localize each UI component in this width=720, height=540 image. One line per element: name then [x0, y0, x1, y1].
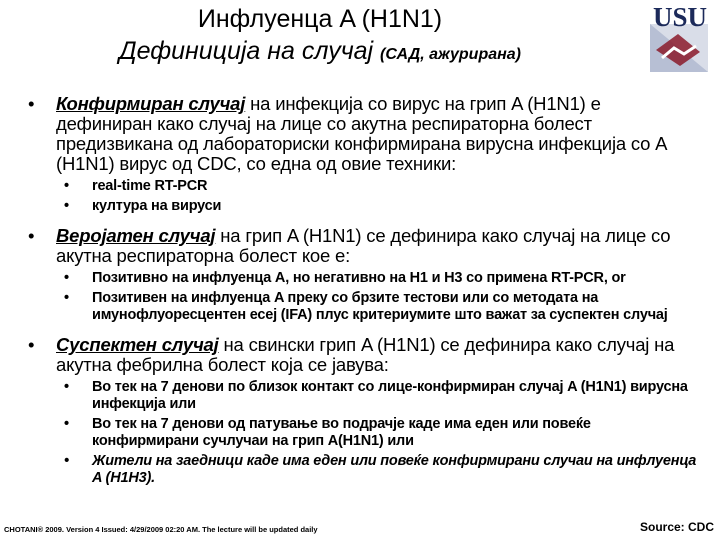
section-confirmed [28, 94, 698, 215]
section-probable [28, 226, 698, 324]
slide-title: Инфлуенца A (H1N1) [197, 5, 443, 33]
section-suspected-text: на свински грип A (H1N1) се дефинира како случај на акутна фебрилна болест која се јавува: [56, 334, 675, 375]
probable-list [56, 270, 698, 324]
footer-copyright: CHOTANI® 2009. Version 4 Issued: 4/29/2009 02:20 AM. The lecture will be updated daily [4, 525, 318, 534]
confirmed-list [56, 178, 698, 215]
list-item: • Позитивен на инфлуенца A преку со брзите тестови или со методата на имунофлуоресцентен есеј (IFA) плус критериумите што важат за суспектен случај [56, 290, 698, 324]
list-item: • Жители на заедници каде има еден или повеќе конфирмирани случаи на инфлуенца A (H1H3). [56, 453, 698, 487]
list-item: • Позитивно на инфлуенца A, но негативно на H1 и H3 со примена RT-PCR, or [56, 270, 698, 287]
section-probable-text: на грип A (H1N1) се дефинира како случај на лице со акутна респираторна болест кое е: [56, 225, 671, 266]
term-confirmed: Конфирмиран случај [56, 93, 246, 114]
slide-subtitle [0, 36, 640, 70]
list-item: • Во тек на 7 денови од патување во подрачје каде има еден или повеќе конфирмирани сучлучаи на грип A(H1N1) или [56, 416, 698, 450]
term-suspected: Суспектен случај [56, 334, 219, 355]
term-probable: Веројатен случај [56, 225, 216, 246]
logo-letters: USU [652, 2, 708, 32]
usu-logo [640, 0, 720, 78]
section-suspected [28, 335, 698, 487]
section-confirmed-text: на инфекција со вирус на грип A (H1N1) е дефиниран како случај на лице со акутна респираторна болест предизвикана од лабораториски конфирмирана вирусна инфекција со A (H1N1) вирус од CDC, со една од овие техники: [56, 93, 667, 174]
list-item: • Во тек на 7 денови по близок контакт со лице-конфирмиран случај A (H1N1) вирусна инфекција или [56, 379, 698, 413]
suspected-list [56, 379, 698, 487]
list-item: • култура на вируси [56, 198, 698, 215]
subtitle-note: (САД, ажурирана) [380, 46, 522, 63]
list-item: • real-time RT-PCR [56, 178, 698, 195]
slide-content [28, 94, 698, 490]
footer-source: Source: CDC [639, 520, 714, 534]
subtitle-text: Дефиниција на случај [118, 37, 374, 65]
